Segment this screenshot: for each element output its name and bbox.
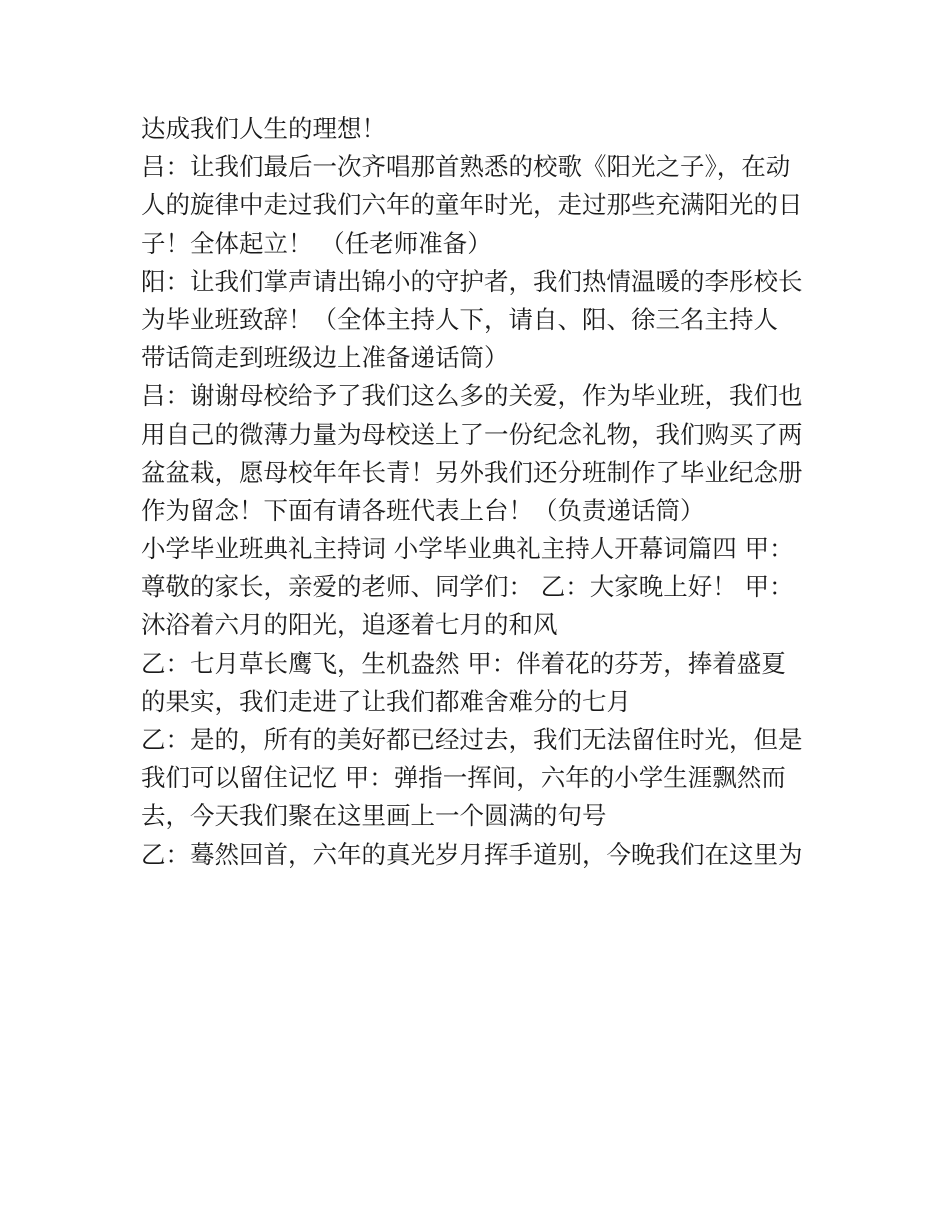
text-line: 乙：是的，所有的美好都已经过去，我们无法留住时光，但是 xyxy=(141,725,803,754)
text-line: 乙：蓦然回首，六年的真光岁月挥手道别，今晚我们在这里为 xyxy=(141,839,803,869)
text-line: 用自己的微薄力量为母校送上了一份纪念礼物，我们购买了两 xyxy=(141,419,803,449)
text-line: 子！全体起立！ （任老师准备） xyxy=(141,228,492,258)
text-line: 人的旋律中走过我们六年的童年时光，走过那些充满阳光的日 xyxy=(141,190,803,220)
text-line: 带话筒走到班级边上准备递话筒） xyxy=(141,343,509,373)
text-line: 我们可以留住记忆 甲：弹指一挥间，六年的小学生涯飘然而 xyxy=(141,763,786,793)
text-line: 达成我们人生的理想！ xyxy=(141,114,386,143)
text-line: 吕：谢谢母校给予了我们这么多的关爱，作为毕业班，我们也 xyxy=(141,381,803,411)
text-line: 盆盆栽，愿母校年年长青！另外我们还分班制作了毕业纪念册 xyxy=(141,457,803,487)
text-line: 作为留念！下面有请各班代表上台！（负责递话筒） xyxy=(141,495,705,525)
text-line: 沐浴着六月的阳光，追逐着七月的和风 xyxy=(141,610,558,640)
text-line: 尊敬的家长，亲爱的老师、同学们： 乙：大家晚上好！ 甲： xyxy=(141,572,794,602)
text-line: 吕：让我们最后一次齐唱那首熟悉的校歌《阳光之子》，在动 xyxy=(141,152,791,182)
text-line: 的果实，我们走进了让我们都难舍难分的七月 xyxy=(141,686,631,716)
text-line: 小学毕业班典礼主持词 小学毕业典礼主持人开幕词篇四 甲： xyxy=(141,534,794,564)
text-line: 阳：让我们掌声请出锦小的守护者，我们热情温暖的李彤校长 xyxy=(141,266,803,296)
document-body xyxy=(141,110,831,874)
text-line: 去，今天我们聚在这里画上一个圆满的句号 xyxy=(141,801,607,831)
text-line: 乙：七月草长鹰飞，生机盎然 甲：伴着花的芬芳，捧着盛夏 xyxy=(141,648,786,678)
text-line: 为毕业班致辞！（全体主持人下，请自、阳、徐三名主持人 xyxy=(141,304,778,334)
